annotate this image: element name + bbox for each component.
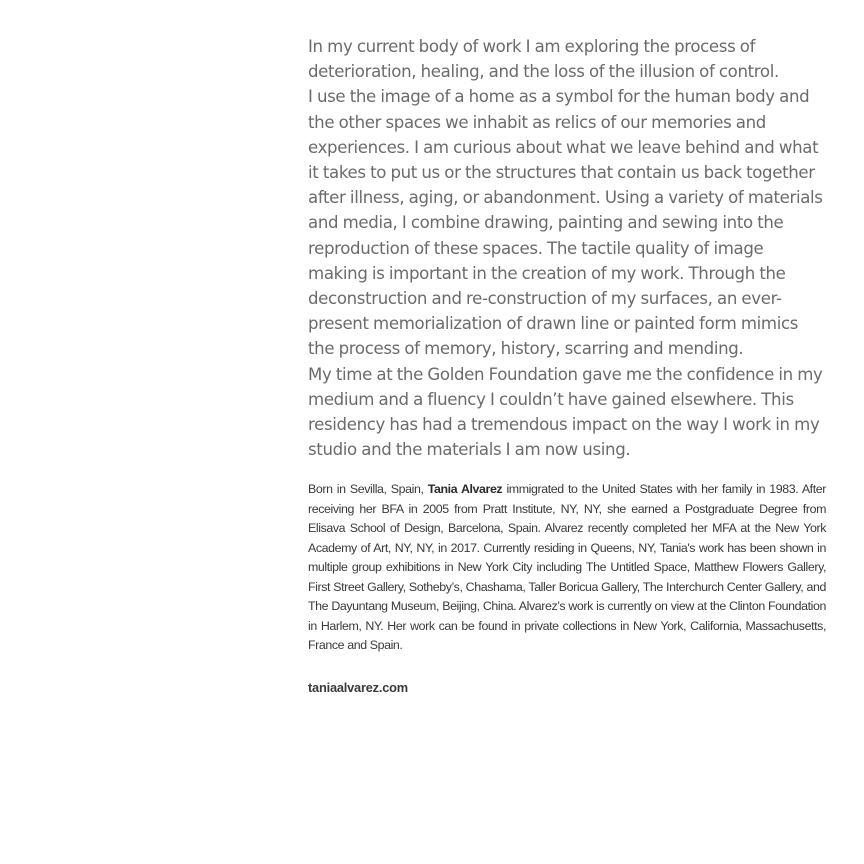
statement-paragraph: I use the image of a home as a symbol for the human body and the other spaces we inhabit as relics of our memories and experiences. I am curious about what we leave behind and what it takes to put us or the structures that contain us back together after illness, aging, or abandonment. Using a variety of materials and media, I combine drawing, painting and sewing into the reproduction of these spaces. The tactile quality of image making is important in the creation of my work. Through the deconstruction and re-construction of my surfaces, an ever-present memorialization of drawn line or painted form mimics the process of memory, history, scarring and mending. [308,87,823,359]
bio-body: immigrated to the United States with her family in 1983. After receiving her BFA in 2005 from Pratt Institute, NY, NY, she earned a Postgraduate Degree from Elisava School of Design, Barcelona, Spain. Alvarez recently completed her MFA at the New York Academy of Art, NY, NY, in 2017. Currently residing in Queens, NY, Tania's work has been shown in multiple group exhibitions in New York City including The Untitled Space, Matthew Flowers Gallery, First Street Gallery, Sotheby’s, Chashama, Taller Boricua Gallery, The Interchurch Center Gallery, and The Dayuntang Museum, Beijing, China. Alvarez’s work is currently on view at the Clinton Foundation in Harlem, NY. Her work can be found in private collections in New York, California, Massachusetts, France and Spain. [308,482,826,653]
bio-intro: Born in Sevilla, Spain, [308,482,428,497]
statement-paragraph: In my current body of work I am exploring the process of deterioration, healing, and the loss of the illusion of control. [308,37,779,82]
statement-paragraph: My time at the Golden Foundation gave me the confidence in my medium and a fluency I couldn’t have gained elsewhere. This residency has had a tremendous impact on the way I work in my studio and the materials I am now using. [308,364,823,460]
artist-name: Tania Alvarez [427,482,503,497]
artist-statement [308,34,826,462]
website-link[interactable]: taniaalvarez.com [308,679,408,695]
text-column [308,34,826,695]
artist-bio [308,480,826,656]
